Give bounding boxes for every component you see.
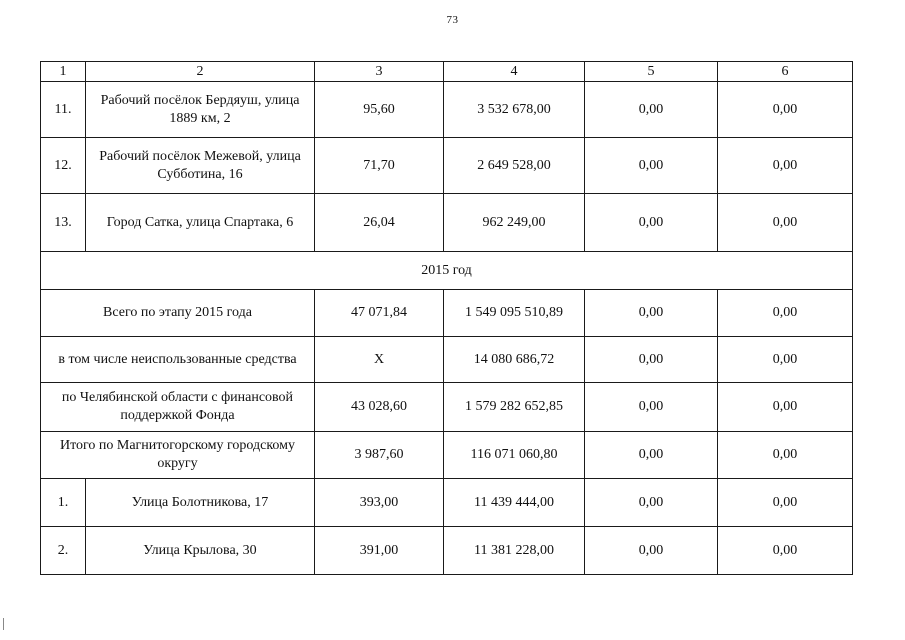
area-cell: 3 987,60 [315,432,444,479]
cost-cell: 1 579 282 652,85 [444,383,585,432]
column-header-2: 2 [86,62,315,82]
row-number: 12. [41,138,86,194]
area-cell: 71,70 [315,138,444,194]
cost-cell: 962 249,00 [444,194,585,252]
summary-label: Итого по Магнитогорскому городскому округу [41,432,315,479]
row-number: 2. [41,527,86,575]
value-cell-5: 0,00 [585,337,718,383]
year-row [41,252,853,290]
cost-cell: 14 080 686,72 [444,337,585,383]
cost-cell: 1 549 095 510,89 [444,290,585,337]
value-cell-6: 0,00 [718,194,853,252]
address-cell: Рабочий посёлок Межевой, улица Субботина, 16 [86,138,315,194]
address-cell: Рабочий посёлок Бердяуш, улица 1889 км, 2 [86,82,315,138]
summary-row [41,290,853,337]
value-cell-6: 0,00 [718,432,853,479]
area-cell: 391,00 [315,527,444,575]
summary-row [41,337,853,383]
column-header-4: 4 [444,62,585,82]
area-cell: 43 028,60 [315,383,444,432]
cost-cell: 3 532 678,00 [444,82,585,138]
column-header-1: 1 [41,62,86,82]
value-cell-5: 0,00 [585,194,718,252]
value-cell-5: 0,00 [585,138,718,194]
summary-label: Всего по этапу 2015 года [41,290,315,337]
row-number: 1. [41,479,86,527]
value-cell-6: 0,00 [718,383,853,432]
area-cell: 95,60 [315,82,444,138]
value-cell-5: 0,00 [585,82,718,138]
table-row [41,194,853,252]
value-cell-5: 0,00 [585,527,718,575]
address-cell: Улица Крылова, 30 [86,527,315,575]
column-number-row [41,62,853,82]
summary-label: по Челябинской области с финансовой поддержкой Фонда [41,383,315,432]
column-header-6: 6 [718,62,853,82]
value-cell-6: 0,00 [718,527,853,575]
address-cell: Город Сатка, улица Спартака, 6 [86,194,315,252]
value-cell-5: 0,00 [585,383,718,432]
cost-cell: 11 381 228,00 [444,527,585,575]
table-row [41,479,853,527]
address-cell: Улица Болотникова, 17 [86,479,315,527]
area-cell: 393,00 [315,479,444,527]
table-row [41,138,853,194]
value-cell-6: 0,00 [718,337,853,383]
scan-edge-mark [3,618,4,630]
cost-cell: 11 439 444,00 [444,479,585,527]
value-cell-6: 0,00 [718,290,853,337]
row-number: 13. [41,194,86,252]
value-cell-5: 0,00 [585,290,718,337]
summary-label: в том числе неиспользованные средства [41,337,315,383]
area-cell: 47 071,84 [315,290,444,337]
cost-cell: 116 071 060,80 [444,432,585,479]
table-row [41,82,853,138]
value-cell-6: 0,00 [718,82,853,138]
value-cell-5: 0,00 [585,479,718,527]
value-cell-6: 0,00 [718,479,853,527]
page-number: 73 [446,14,459,26]
summary-row [41,432,853,479]
column-header-3: 3 [315,62,444,82]
value-cell-5: 0,00 [585,432,718,479]
table-row [41,527,853,575]
area-cell: X [315,337,444,383]
value-cell-6: 0,00 [718,138,853,194]
area-cell: 26,04 [315,194,444,252]
cost-cell: 2 649 528,00 [444,138,585,194]
summary-row [41,383,853,432]
column-header-5: 5 [585,62,718,82]
year-label: 2015 год [41,252,853,290]
housing-program-table [40,61,853,575]
row-number: 11. [41,82,86,138]
